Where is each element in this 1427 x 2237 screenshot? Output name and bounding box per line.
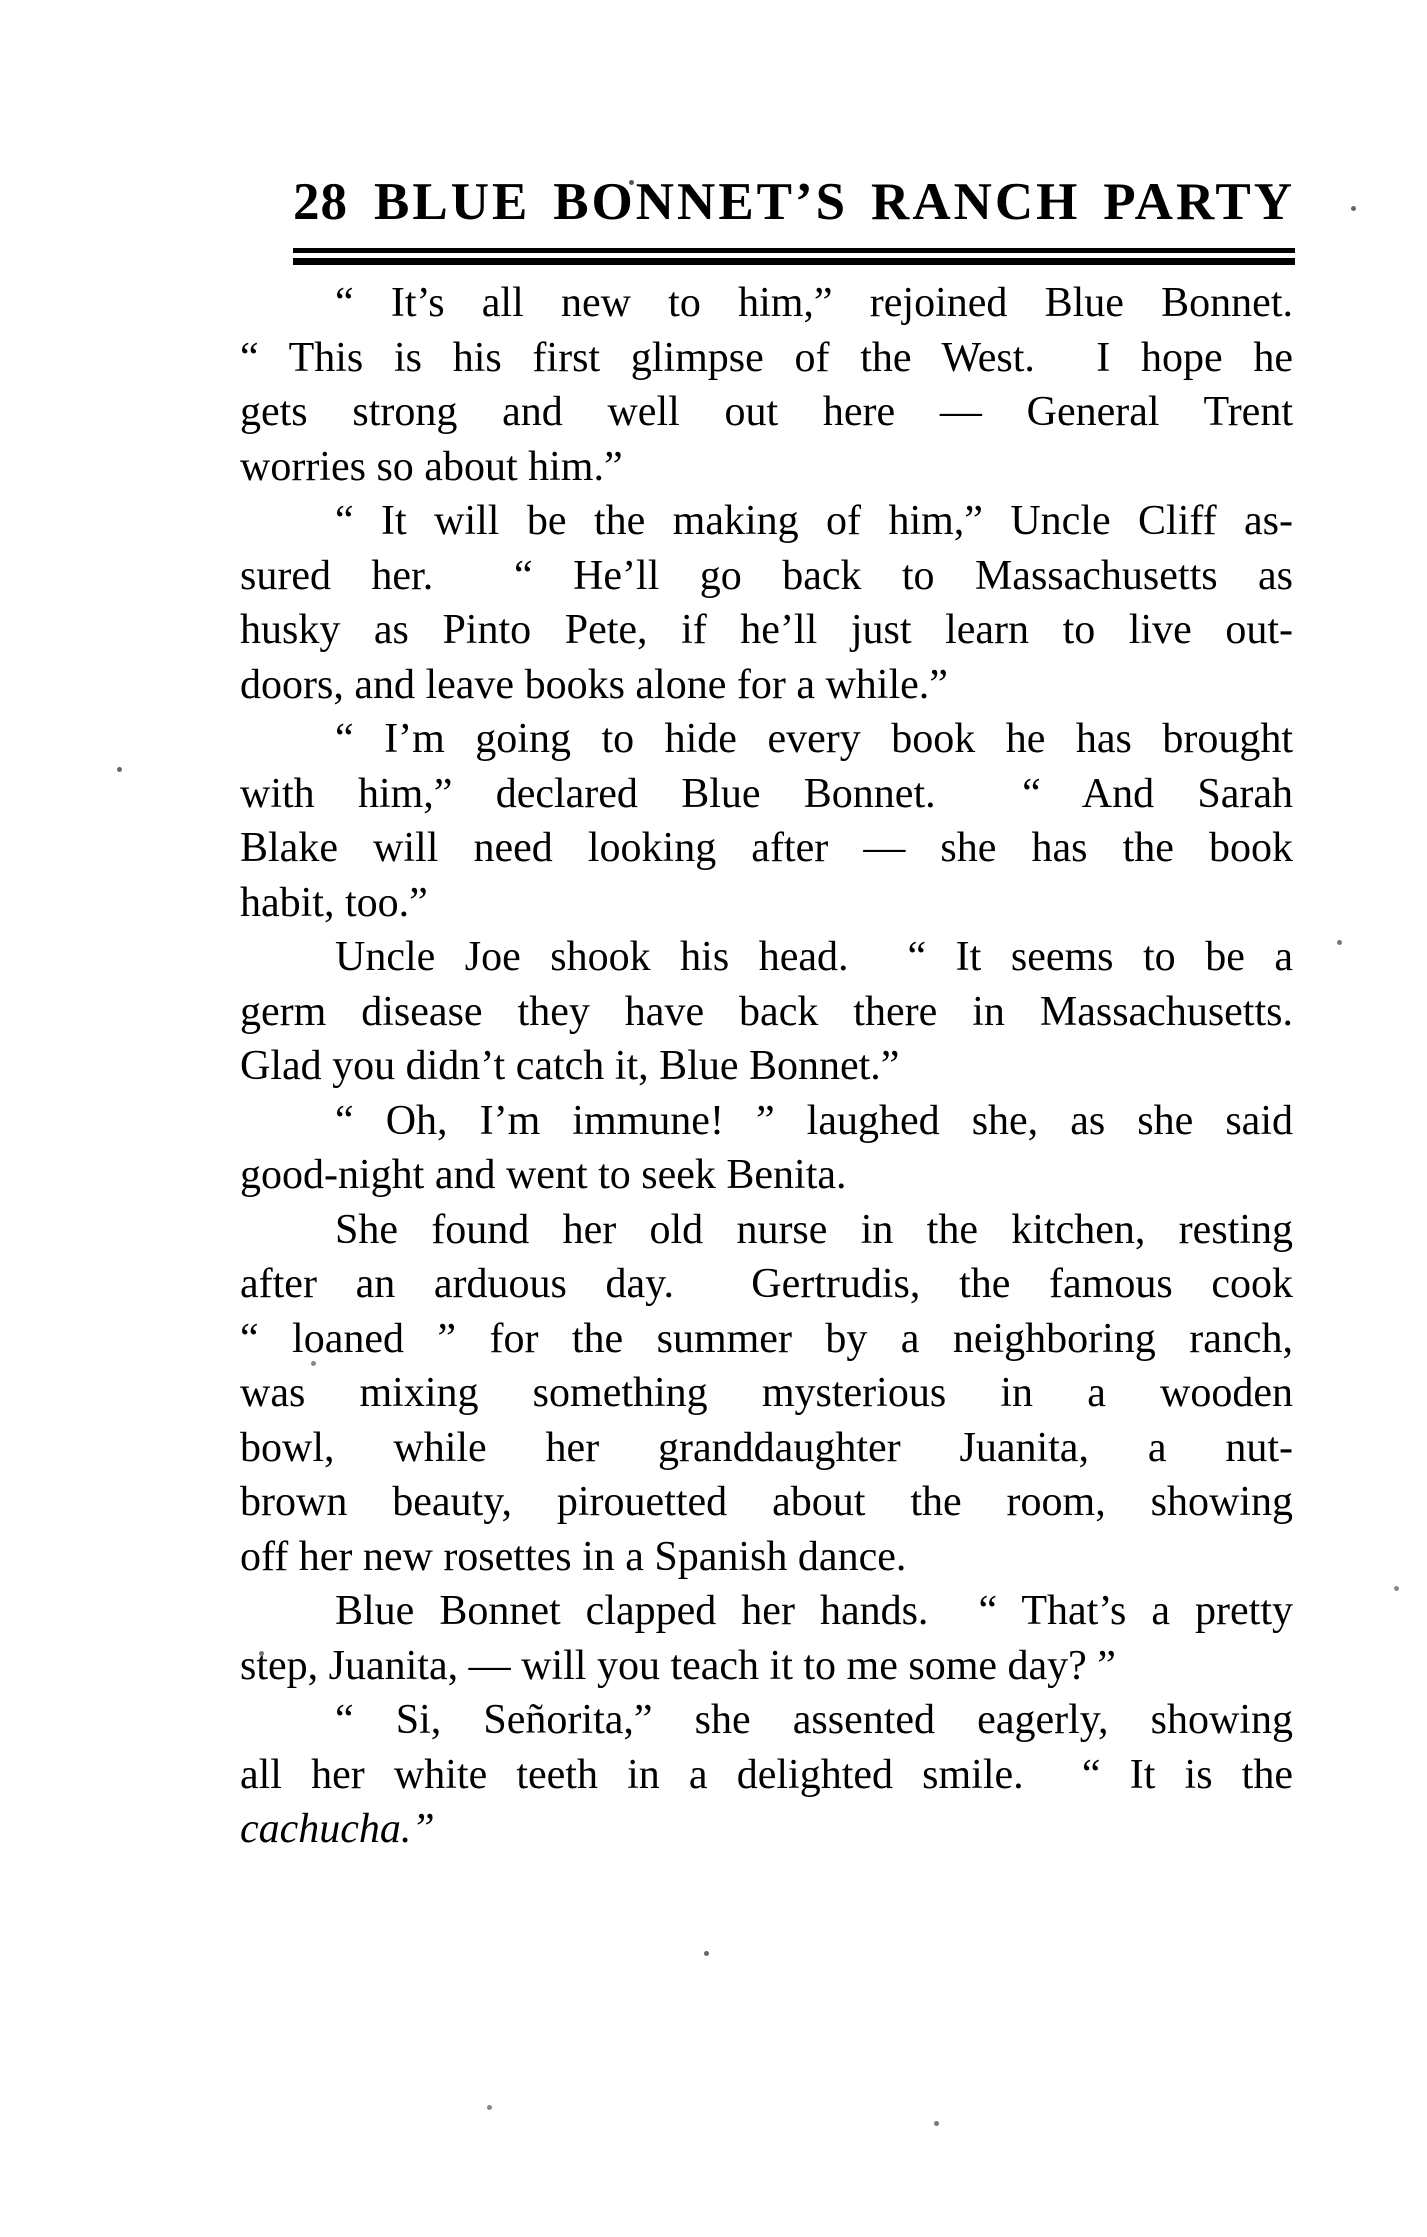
text-line: all her white teeth in a delighted smile. “ It is the (240, 1751, 1293, 1798)
text-line: Blue Bonnet clapped her hands. “ That’s a pretty (335, 1588, 1293, 1634)
paragraph (240, 1693, 1293, 1857)
text-line: She found her old nurse in the kitchen, resting (335, 1206, 1293, 1253)
page-number: 28 (293, 173, 348, 231)
text-line: “ It’s all new to him,” rejoined Blue Bonnet. (335, 280, 1293, 326)
page-text (240, 276, 1293, 1857)
header-rule (293, 248, 1295, 265)
paragraph (240, 712, 1293, 930)
text-line: “ Oh, I’m immune! ” laughed she, as she said (335, 1097, 1293, 1144)
text-line: gets strong and well out here — General Trent (240, 389, 1293, 435)
text-line: doors, and leave books alone for a while.” (240, 661, 948, 708)
page-title: BLUE BONNET’S RANCH PARTY (374, 173, 1295, 231)
text-line: after an arduous day. Gertrudis, the famous cook (240, 1261, 1293, 1307)
paragraph (240, 494, 1293, 712)
paragraph (240, 930, 1293, 1094)
text-line: “ I’m going to hide every book he has brought (335, 716, 1293, 762)
text-line: Blake will need looking after — she has the book (240, 825, 1293, 871)
text-line: sured her. “ He’ll go back to Massachusetts as (240, 552, 1293, 599)
text-line: bowl, while her granddaughter Juanita, a nut- (240, 1424, 1293, 1471)
text-line: with him,” declared Blue Bonnet. “ And Sarah (240, 770, 1293, 817)
text-line: Glad you didn’t catch it, Blue Bonnet.” (240, 1043, 900, 1089)
paragraph (240, 276, 1293, 494)
text-line: good-night and went to seek Benita. (240, 1152, 847, 1198)
text-line: “ loaned ” for the summer by a neighboring ranch, (240, 1315, 1293, 1362)
text-line: germ disease they have back there in Massachusetts. (240, 988, 1293, 1035)
paragraph (240, 1203, 1293, 1585)
text-line: off her new rosettes in a Spanish dance. (240, 1533, 907, 1580)
text-line: step, Juanita, — will you teach it to me some day? ” (240, 1642, 1116, 1689)
text-line: brown beauty, pirouetted about the room, showing (240, 1479, 1293, 1525)
text-line: “ It will be the making of him,” Uncle Cliff as- (335, 498, 1293, 544)
running-head (293, 173, 1295, 231)
text-line: was mixing something mysterious in a wooden (240, 1370, 1293, 1416)
paragraph (240, 1094, 1293, 1203)
text-line: cachucha.” (240, 1806, 435, 1852)
text-line: worries so about him.” (240, 443, 623, 490)
text-line: “ Si, Señorita,” she assented eagerly, showing (335, 1697, 1293, 1743)
paragraph (240, 1584, 1293, 1693)
text-line: Uncle Joe shook his head. “ It seems to be a (335, 934, 1293, 980)
text-line: husky as Pinto Pete, if he’ll just learn to live out- (240, 607, 1293, 653)
text-line: “ This is his first glimpse of the West. I hope he (240, 334, 1293, 381)
scan-speckles (0, 0, 3, 3)
text-line: habit, too.” (240, 879, 428, 926)
